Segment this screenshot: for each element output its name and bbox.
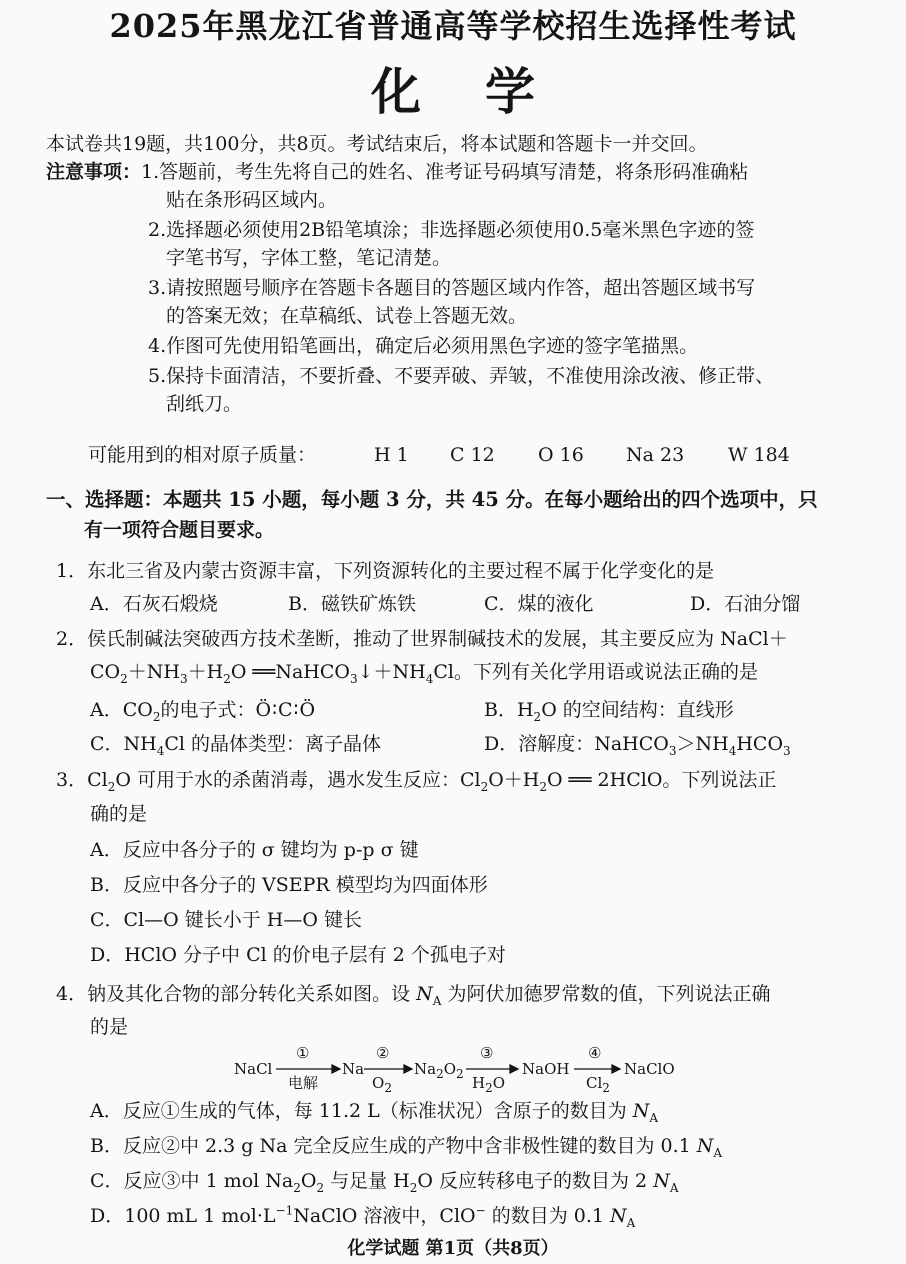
q2-option-a: A．$CO_2$的电子式：Ö∶C∶Ö — [90, 699, 317, 724]
species-naclo: NaClO — [624, 1060, 675, 1078]
q3-option-b: B．反应中各分子的 VSEPR 模型均为四面体形 — [90, 874, 488, 896]
q2-option-c: C．$NH_4Cl$ 的晶体类型：离子晶体 — [90, 733, 382, 758]
q2-stem-text: 2．侯氏制碱法突破西方技术垄断，推动了世界制碱技术的发展，其主要反应为 — [56, 628, 715, 650]
mass-c: C 12 — [450, 444, 495, 466]
mass-o: O 16 — [538, 444, 584, 466]
notice-2a: 2.选择题必须使用2B铅笔填涂；非选择题必须使用0.5毫米黑色字迹的签 — [148, 219, 755, 241]
species-na: Na — [342, 1060, 365, 1078]
notice-4: 4.作图可先使用铅笔画出，确定后必须用黑色字迹的签字笔描黑。 — [148, 335, 699, 357]
step-1-condition: 电解 — [288, 1074, 319, 1092]
notice-5a: 5.保持卡面清洁，不要折叠、不要弄破、弄皱，不准使用涂改液、修正带、 — [148, 365, 775, 387]
notice-5b: 刮纸刀。 — [166, 393, 243, 415]
q1-option-a: A．石灰石煅烧 — [90, 593, 218, 615]
q4-option-d: D．100 mL 1 $mol\cdot L^{-1}NaClO$ 溶液中，ClO− 的数目为 0.1 $N_A$ — [90, 1203, 636, 1230]
q1-option-d: D．石油分馏 — [690, 593, 801, 615]
notice-1a: 1.答题前，考生先将自己的姓名、准考证号码填写清楚，将条形码准确粘 — [141, 161, 749, 183]
q3-option-d: D．HClO 分子中 Cl 的价电子层有 2 个孤电子对 — [90, 944, 506, 966]
q3-option-c: C．Cl—O 键长小于 H—O 键长 — [90, 909, 362, 931]
q1-option-b: B．磁铁矿炼铁 — [288, 593, 416, 615]
notice-2b: 字笔书写，字体工整，笔记清楚。 — [166, 247, 452, 269]
step-3-condition: $H_2O$ — [472, 1074, 506, 1095]
q1-stem: 1．东北三省及内蒙古资源丰富，下列资源转化的主要过程不属于化学变化的是 — [56, 560, 715, 582]
q2-option-d: D．溶解度：$NaHCO_3>NH_4HCO_3$ — [484, 733, 791, 758]
q2-stem-1 — [56, 626, 788, 652]
electron-dot-formula: Ö∶C∶Ö — [255, 699, 317, 721]
mass-h: H 1 — [374, 444, 409, 466]
mass-na: Na 23 — [626, 444, 685, 466]
q4-stem-1: 4．钠及其化合物的部分转化关系如图。设 $N_A$ 为阿伏加德罗常数的值，下列说法正确 — [56, 983, 771, 1008]
q4-option-a: A．反应①生成的气体，每 11.2 L（标准状况）含原子的数目为 $N_A$ — [90, 1100, 659, 1125]
notice-label: 注意事项： — [46, 161, 142, 183]
step-2-condition: $O_2$ — [372, 1074, 392, 1095]
step-4-condition: $Cl_2$ — [586, 1074, 610, 1095]
species-naoh: NaOH — [522, 1060, 570, 1078]
q4-stem-2: 的是 — [90, 1016, 129, 1038]
q3-option-a: A．反应中各分子的 σ 键均为 p-p σ 键 — [90, 839, 419, 861]
species-nacl: NaCl — [234, 1060, 273, 1078]
notice-3b: 的答案无效；在草稿纸、试卷上答题无效。 — [166, 305, 528, 327]
step-1-label: ① — [296, 1044, 310, 1062]
mass-w: W 184 — [728, 444, 790, 466]
q2-nacl: NaCl＋ — [720, 628, 788, 650]
intro-line: 本试卷共19题，共100分，共8页。考试结束后，将本试题和答题卡一并交回。 — [46, 133, 708, 155]
q3-stem-2: 确的是 — [90, 803, 148, 825]
q3-stem-1: 3．$Cl_2O$ 可用于水的杀菌消毒，遇水发生反应：$Cl_2O+H_2O$ ══ 2HClO。下列说法正 — [56, 769, 777, 794]
subject-title: 化学 — [371, 62, 599, 121]
step-4-label: ④ — [588, 1044, 602, 1062]
q2-stem-2: $CO_2+NH_3+H_2O$ $══NaHCO_3↓+NH_4Cl$。下列有关化学用语或说法正确的是 — [90, 661, 758, 686]
atomic-mass-label: 可能用到的相对原子质量： — [88, 444, 317, 466]
step-2-label: ② — [376, 1044, 390, 1062]
step-3-label: ③ — [480, 1044, 494, 1062]
page-footer: 化学试题 第1页（共8页） — [347, 1238, 559, 1259]
conversion-scheme — [234, 1044, 704, 1095]
species-na2o2: $Na_2O_2$ — [414, 1060, 464, 1081]
section-heading-2: 有一项符合题目要求。 — [84, 519, 275, 541]
q2-option-b: B．$H_2O$ 的空间结构：直线形 — [484, 699, 734, 724]
q1-option-c: C．煤的液化 — [484, 593, 594, 615]
notice-1b: 贴在条形码区域内。 — [166, 189, 338, 211]
notice-3a: 3.请按照题号顺序在答题卡各题目的答题区域内作答，超出答题区域书写 — [148, 277, 756, 299]
notice-line-1 — [46, 159, 748, 185]
q4-option-b: B．反应②中 2.3 g Na 完全反应生成的产物中含非极性键的数目为 0.1 $N_A$ — [90, 1135, 723, 1160]
section-heading: 一、选择题：本题共 15 小题，每小题 3 分，共 45 分。在每小题给出的四个选项中，只 — [46, 488, 818, 511]
exam-title: 2025年黑龙江省普通高等学校招生选择性考试 — [109, 7, 797, 45]
q4-option-c: C．反应③中 1 mol $Na_2O_2$ 与足量 $H_2O$ 反应转移电子的数目为 2 $N_A$ — [90, 1170, 679, 1195]
